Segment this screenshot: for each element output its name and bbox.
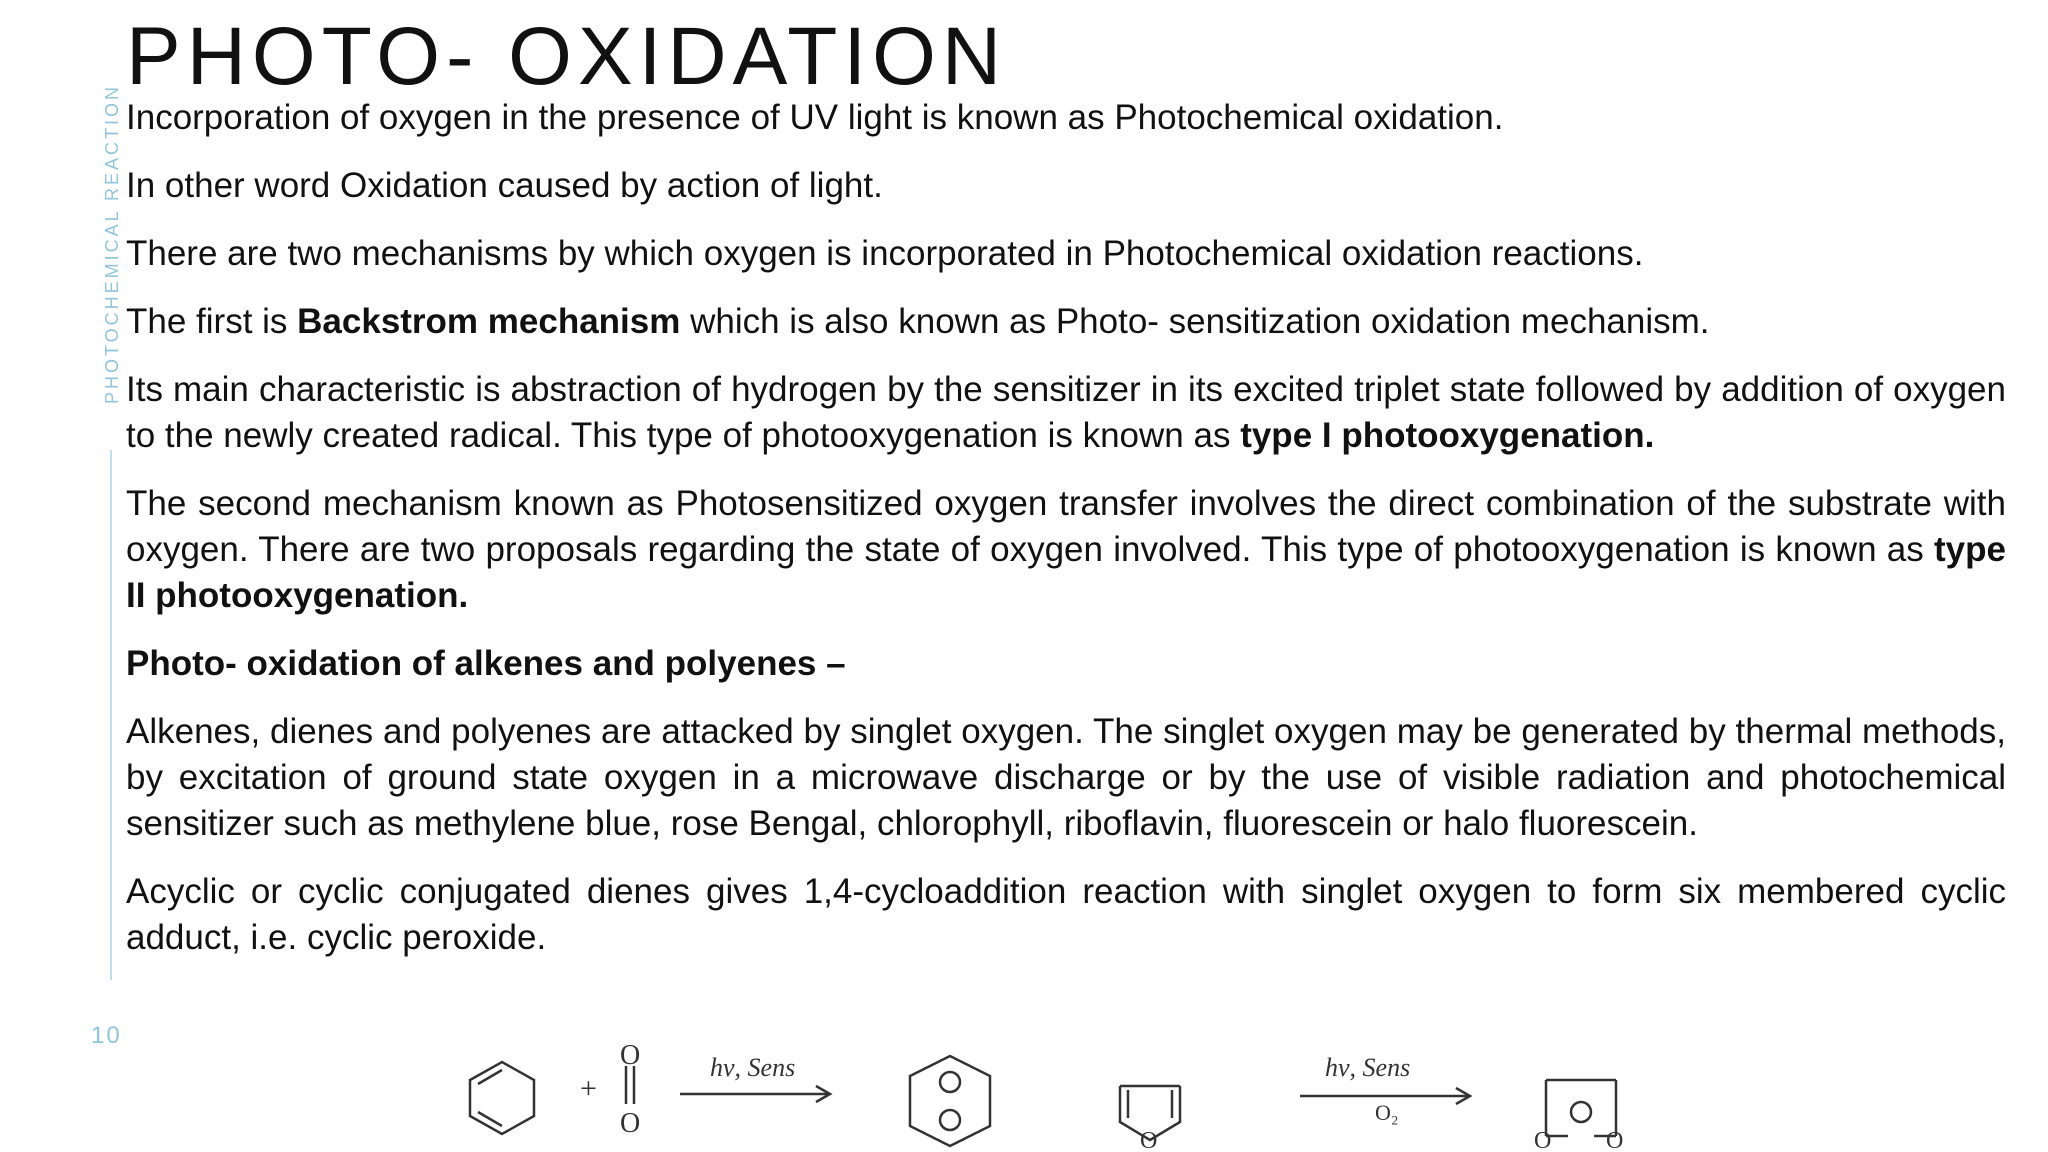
product-oxygen-left: O — [1534, 1128, 1552, 1152]
paragraph-singlet-oxygen: Alkenes, dienes and polyenes are attacked by singlet oxygen. The singlet oxygen may be generated by thermal methods, by excitation of ground state oxygen in a microwave discharge or by the use of visible radiation and photochemical sensitizer such as methylene blue, rose Bengal, chlorophyll, riboflavin, fluorescein or halo fluorescein. — [126, 712, 2006, 843]
hv-sens-label-bottom-left: hν, Sens — [710, 1053, 796, 1082]
cyclohexadiene-ring — [470, 1062, 534, 1134]
section-vertical-label: PHOTOCHEMICAL REACTION — [102, 83, 122, 404]
diene-photooxidation-scheme-bottom — [440, 1036, 1730, 1152]
slide-body — [126, 95, 2006, 983]
oxygen-atom-top: O — [620, 1040, 641, 1071]
text-span: Its main characteristic is abstraction of hydrogen by the sensitizer in its excited triplet state followed by addition of oxygen to the newly created radical. This type of photooxygenation is known as — [126, 370, 2006, 455]
hv-sens-label-bottom-right: hν, Sens — [1325, 1053, 1411, 1082]
or-label: or — [500, 948, 524, 979]
text-span: which is also known as Photo- sensitization oxidation mechanism. — [680, 302, 1710, 341]
text-span: The first is — [126, 302, 298, 341]
oxygen-atom-bottom: O — [620, 1108, 641, 1139]
slide-title: PHOTO- OXIDATION — [126, 11, 1008, 102]
bold-term-type-one: type I photooxygenation. — [1240, 416, 1655, 455]
o2-label: O₂ — [742, 919, 770, 948]
product-oxygen-right: O — [1606, 1128, 1624, 1152]
paragraph-definition: Incorporation of oxygen in the presence of UV light is known as Photochemical oxidation. — [126, 98, 1504, 137]
furan-oxygen-atom: O — [1140, 1128, 1158, 1152]
paragraph-type-two — [126, 481, 2006, 619]
paragraph-first-mechanism — [126, 299, 2006, 345]
paragraph-cycloaddition: Acyclic or cyclic conjugated dienes gives 1,4-cycloaddition reaction with singlet oxygen to form six membered cyclic adduct, i.e. cyclic peroxide. — [126, 872, 2006, 957]
page-number: 10 — [91, 1022, 122, 1049]
bold-term-type-two: type II photooxygenation. — [126, 530, 2006, 615]
paragraph-two-mechanisms: There are two mechanisms by which oxygen is incorporated in Photochemical oxidation reactions. — [126, 234, 1644, 273]
o2-label-bottom-right: O₂ — [1375, 1100, 1399, 1125]
subheading-alkenes-polyenes — [126, 641, 2006, 687]
plus-sign: + — [580, 1072, 597, 1105]
sidebar-divider-line — [110, 450, 112, 980]
paragraph-other-word: In other word Oxidation caused by action of light. — [126, 166, 883, 205]
bold-term-backstrom: Backstrom mechanism — [297, 302, 681, 341]
o2-label-top-right: O₂ — [1380, 968, 1404, 993]
text-span: The second mechanism known as Photosensitized oxygen transfer involves the direct combination of the substrate with oxygen. There are two proposals regarding the state of oxygen involved. This type of photooxygenation is known as — [126, 484, 2006, 569]
bold-subheading: Photo- oxidation of alkenes and polyenes – — [126, 644, 846, 683]
cyclic-peroxide-product-1 — [910, 1056, 990, 1146]
hv-sens-label-faded: hν, Sens — [730, 972, 804, 997]
hv-sens-label-top: hν, Sens — [1325, 925, 1411, 954]
paragraph-type-one — [126, 367, 2006, 459]
